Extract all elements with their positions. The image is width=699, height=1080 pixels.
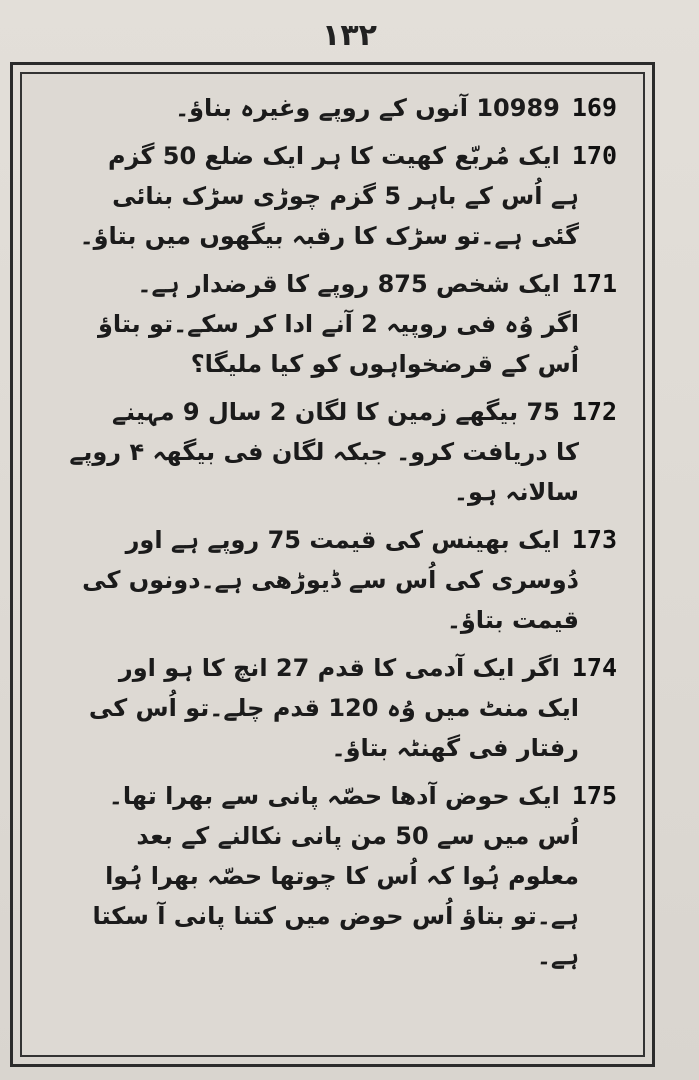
problem-175 xyxy=(28,776,617,976)
problem-line: ایک منٹ میں وُہ 120 قدم چلے۔تو اُس کی xyxy=(88,694,579,722)
problem-line: اگر وُہ فی روپیہ 2 آنے ادا کر سکے۔تو بتاؤ xyxy=(97,310,579,338)
problem-text: ایک شخص 875 روپے کا قرضدار ہے۔ xyxy=(137,270,560,298)
page-number: ١٣٢ xyxy=(322,18,377,53)
problem-173 xyxy=(28,520,617,640)
problem-line xyxy=(28,648,617,688)
problem-171 xyxy=(28,264,617,384)
problem-line: سالانہ ہو۔ xyxy=(453,478,579,506)
problem-text: 10989 آنوں کے روپے وغیرہ بناؤ۔ xyxy=(175,94,560,122)
problem-line xyxy=(28,776,617,816)
problem-line: گئی ہے۔تو سڑک کا رقبہ بیگھوں میں بتاؤ۔ xyxy=(79,222,579,250)
problem-line: اُس کے قرضخواہوں کو کیا ملیگا؟ xyxy=(190,350,579,378)
problem-text: ایک مُربّع کھیت کا ہر ایک ضلع 50 گزم xyxy=(107,142,560,170)
problem-170 xyxy=(28,136,617,256)
problem-text: اگر ایک آدمی کا قدم 27 انچ کا ہو اور xyxy=(118,654,560,682)
problem-number: 175 xyxy=(571,781,617,810)
problem-number: 171 xyxy=(571,269,617,298)
problem-line: کا دریافت کرو۔ جبکہ لگان فی بیگھہ ۴ روپے xyxy=(69,438,579,466)
problem-line: ہے اُس کے باہر 5 گزم چوڑی سڑک بنائی xyxy=(112,182,579,210)
problem-text: ایک بھینس کی قیمت 75 روپے ہے اور xyxy=(125,526,560,554)
problem-169 xyxy=(28,88,617,128)
problem-line: رفتار فی گھنٹہ بتاؤ۔ xyxy=(331,734,579,762)
problem-line xyxy=(28,520,617,560)
problems-list xyxy=(20,88,625,1028)
problem-line xyxy=(28,392,617,432)
problem-number: 169 xyxy=(571,93,617,122)
problem-line xyxy=(28,136,617,176)
problem-number: 174 xyxy=(571,653,617,682)
problem-line: ہے۔تو بتاؤ اُس حوض میں کتنا پانی آ سکتا xyxy=(92,902,579,930)
problem-line: قیمت بتاؤ۔ xyxy=(446,606,579,634)
problem-172 xyxy=(28,392,617,512)
problem-line: اُس میں سے 50 من پانی نکالنے کے بعد xyxy=(136,822,579,850)
problem-line xyxy=(28,88,617,128)
problem-text: ایک حوض آدھا حصّہ پانی سے بھرا تھا۔ xyxy=(108,782,560,810)
problem-line: ہے۔ xyxy=(536,942,579,970)
problem-number: 173 xyxy=(571,525,617,554)
problem-number: 170 xyxy=(571,141,617,170)
problem-line: معلوم ہُوا کہ اُس کا چوتھا حصّہ بھرا ہُوا xyxy=(105,862,579,890)
problem-line: دُوسری کی اُس سے ڈیوڑھی ہے۔دونوں کی xyxy=(82,566,579,594)
problem-number: 172 xyxy=(571,397,617,426)
problem-text: 75 بیگھے زمین کا لگان 2 سال 9 مہینے xyxy=(111,398,560,426)
problem-line xyxy=(28,264,617,304)
problem-174 xyxy=(28,648,617,768)
